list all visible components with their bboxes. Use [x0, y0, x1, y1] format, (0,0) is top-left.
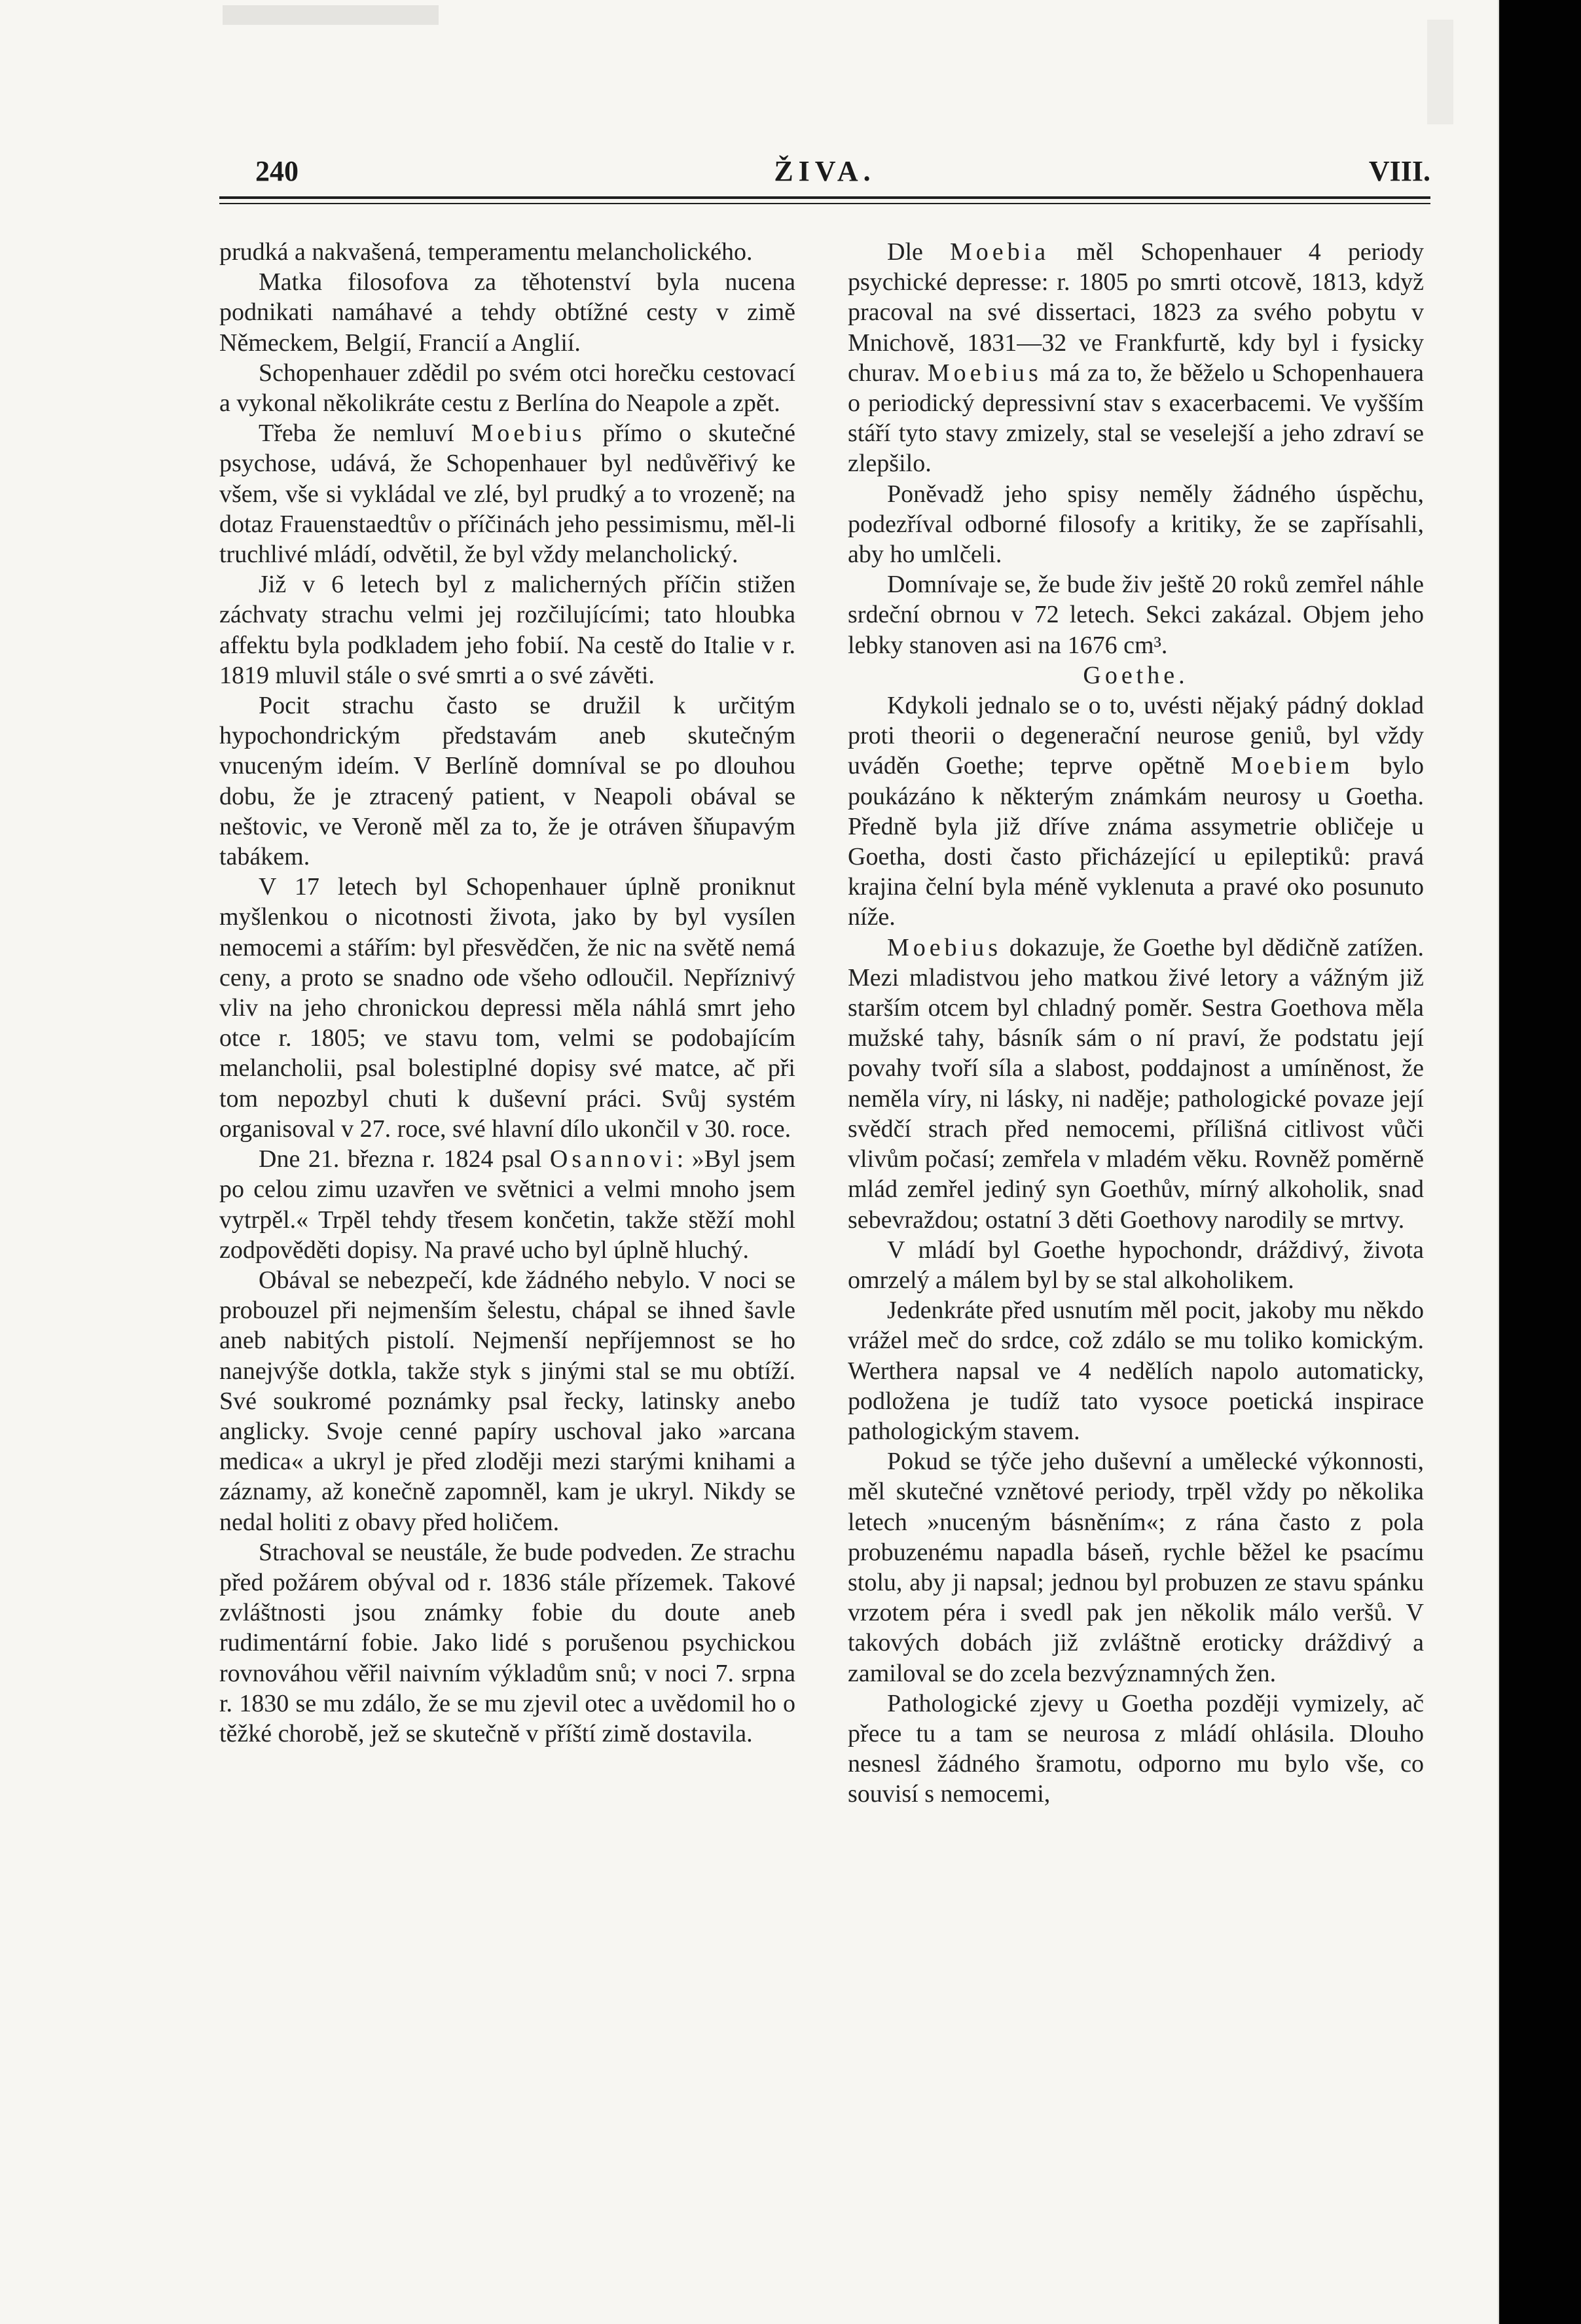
spaced-name: Moebiem — [1231, 752, 1354, 780]
paragraph — [848, 1295, 1424, 1446]
spaced-name: Moebia — [950, 238, 1050, 266]
paragraph — [219, 267, 795, 358]
paragraph — [219, 569, 795, 690]
paragraph — [848, 1446, 1424, 1689]
paragraph — [219, 1537, 795, 1749]
volume-number: VIII. — [1368, 155, 1430, 187]
text-run: Matka filosofova za těhotenství byla nucena podnikati namáhavé a tehdy obtížné cesty v zimě Německem, Belgií, Francií a Anglií. — [219, 268, 795, 357]
paragraph — [848, 1235, 1424, 1295]
text-run: Pocit strachu často se družil k určitým hypochondrickým představám aneb skutečným vnuceným ideím. V Berlíně domníval se po dlouhou dobu, že je ztracený patient, v Neapoli obával se neštovic, ve Veroně měl za to, že je otráven šňupavým tabákem. — [219, 692, 795, 871]
text-run: Goethe. — [1083, 661, 1189, 689]
journal-title: ŽIVA. — [774, 155, 876, 187]
text-run: Dne 21. března r. 1824 psal — [259, 1145, 550, 1173]
header-rule-thin — [219, 203, 1430, 204]
text-run: Pokud se týče jeho duševní a umělecké výkonnosti, měl skutečné vznětové periody, trpěl vždy po několika letech »nuceným básněním«; z rána často z pola probuzenému napadla báseň, rychle běžel ke psacímu stolu, aby ji napsal; jednou byl probuzen ze stavu spánku vrzotem péra i svedl pak jen několik málo veršů. V takových dobách již zvláštně eroticky dráždivý a zamiloval se do zcela bezvýznamných žen. — [848, 1448, 1424, 1687]
paragraph — [219, 690, 795, 872]
spaced-name: Moebius — [887, 933, 1002, 961]
right-column — [848, 237, 1424, 1810]
left-column — [219, 237, 795, 1749]
paragraph — [848, 479, 1424, 570]
text-run: Již v 6 letech byl z malicherných příčin stižen záchvaty strachu velmi jej rozčilujícími; tato hloubka affektu byla podkladem jeho fobií. Na cestě do Italie v r. 1819 mluvil stále o své smrti a o své závěti. — [219, 571, 795, 689]
paragraph — [848, 1689, 1424, 1810]
page-number: 240 — [255, 155, 299, 187]
text-run: Třeba že nemluví — [259, 420, 471, 448]
text-run: měl Schopenhauer 4 periody psychické depresse: r. 1805 po smrti otcově, 1813, když pracoval na své dissertaci, 1823 za svého pobytu v Mnichově, 1831—32 ve Frankfurtě, kdy byl i fysicky churav. — [848, 238, 1424, 387]
running-head — [219, 152, 1430, 191]
header-rule — [219, 196, 1430, 199]
text-run: Pathologické zjevy u Goetha později vymizely, ač přece tu a tam se neurosa z mládí ohlásila. Dlouho nesnesl žádného šramotu, odporno mu bylo vše, co souvisí s nemocemi, — [848, 1689, 1424, 1808]
paragraph — [848, 569, 1424, 660]
spaced-name: Moebius — [471, 420, 586, 448]
text-run: Schopenhauer zdědil po svém otci horečku cestovací a vykonal několikráte cestu z Berlína do Neapole a zpět. — [219, 359, 795, 418]
paragraph — [219, 1265, 795, 1537]
text-run: Kdykoli jednalo se o to, uvésti nějaký pádný doklad proti theorii o degenerační neurose geniů, byl vždy uváděn Goethe; teprve opětně — [848, 692, 1424, 780]
text-run: Poněvadž jeho spisy neměly žádného úspěchu, podezříval odborné filosofy a kritiky, že se zapřísahli, aby ho umlčeli. — [848, 480, 1424, 569]
paragraph — [219, 358, 795, 418]
text-run: přímo o skutečné psychose, udává, že Schopenhauer byl nedůvěřivý ke všem, vše si vykládal ve zlé, byl prudký a to vrozeně; na dotaz Frauenstaedtův o příčinách jeho pessimismu, měl-li truchlivé mládí, odvětil, že byl vždy melancholický. — [219, 420, 795, 569]
paragraph — [219, 1144, 795, 1265]
text-run: Obával se nebezpečí, kde žádného nebylo. V noci se probouzel při nejmenším šelestu, chápal se ihned šavle aneb nabitých pistolí. Nejmenší nepříjemnost se ho nanejvýše dotkla, takže styk s jinými stal se mu obtíží. Své soukromé poznámky psal řecky, latinsky anebo anglicky. Svoje cenné papíry uschoval jako »arcana medica« a ukryl je před zloději mezi starými knihami a záznamy, až konečně zapomněl, kam je ukryl. Nikdy se nedal holiti z obavy před holičem. — [219, 1266, 795, 1536]
text-run: Strachoval se neustále, že bude podveden. Ze strachu před požárem obýval od r. 1836 stále přízemek. Takové zvláštnosti jsou známky fobie du doute aneb rudimentární fobie. Jako lidé s porušenou psychickou rovnováhou věřil naivním výkladům snů; v noci 7. srpna r. 1830 se mu zdálo, že se mu zjevil otec a uvědomil ho o těžké chorobě, jež se skutečně v příští zimě dostavila. — [219, 1538, 795, 1747]
paragraph — [848, 237, 1424, 479]
text-run: má za to, že běželo u Schopenhauera o periodický depressivní stav s exacerbacemi. Ve vyšším stáří tyto stavy zmizely, stal se veselejší a jeho zdraví se zlepšilo. — [848, 359, 1424, 478]
text-run: dokazuje, že Goethe byl dědičně zatížen. Mezi mladistvou jeho matkou živé letory a vážným již starším otcem byl chladný poměr. Sestra Goethova měla mužské tahy, básník sám o ní praví, že podstatu její povahy tvoří síla a slabost, poddajnost a umíněnost, že neměla víry, ni lásky, ni naděje; pathologické povaze její svědčí strach před nemocemi, přílišná citlivost vůči vlivům počasí; zemřela v mladém věku. Rovněž poměrně mlád zemřel jediný syn Goethův, mírný alkoholik, snad sebevraždou; ostatní 3 děti Goethovy narodily se mrtvy. — [848, 933, 1424, 1234]
paragraph — [219, 237, 795, 267]
paragraph — [848, 690, 1424, 933]
text-run: Dle — [887, 238, 951, 266]
text-run: : »Byl jsem po celou zimu uzavřen ve světnici a velmi mnoho jsem vytrpěl.« Trpěl tehdy třesem končetin, takže stěží mohl zodpověděti dopisy. Na pravé ucho byl úplně hluchý. — [219, 1145, 795, 1264]
spaced-name: Osannovi — [549, 1145, 677, 1173]
text-run: V 17 letech byl Schopenhauer úplně proniknut myšlenkou o nicotnosti života, jako by byl vysílen nemocemi a stářím: byl přesvědčen, že nic na světě nemá ceny, a proto se snadno ode všeho odloučil. Nepříznivý vliv na jeho chronickou depressi měla náhlá smrt jeho otce r. 1805; ve stavu tom, velmi se podobajícím melancholii, psal bolestiplné dopisy své matce, ač při tom nepozbyl chuti k duševní práci. Svůj systém organisoval v 27. roce, své hlavní dílo ukončil v 30. roce. — [219, 873, 795, 1143]
scan-border — [1499, 0, 1581, 2324]
paragraph — [848, 933, 1424, 1235]
paragraph — [219, 418, 795, 569]
section-heading — [848, 660, 1424, 690]
text-run: V mládí byl Goethe hypochondr, dráždivý, života omrzelý a málem byl by se stal alkoholikem. — [848, 1236, 1424, 1294]
text-run: bylo poukázáno k některým známkám neurosy u Goetha. Předně byla již dříve známa assymetrie obličeje u Goetha, dosti často přicházející u epileptiků: pravá krajina čelní byla méně vyklenuta a pravé oko posunuto níže. — [848, 752, 1424, 931]
text-run: prudká a nakvašená, temperamentu melancholického. — [219, 238, 753, 266]
text-run: Domnívaje se, že bude živ ještě 20 roků zemřel náhle srdeční obrnou v 72 letech. Sekci zakázal. Objem jeho lebky stanoven asi na 1676 cm³. — [848, 571, 1424, 659]
text-run: Jedenkráte před usnutím měl pocit, jakoby mu někdo vrážel meč do srdce, což zdálo se mu toliko komickým. Werthera napsal ve 4 nedělích napolo automaticky, podložena je tudíž tato vysoce poetická inspirace pathologickým stavem. — [848, 1296, 1424, 1445]
spaced-name: Moebius — [927, 359, 1042, 387]
paragraph — [219, 872, 795, 1144]
